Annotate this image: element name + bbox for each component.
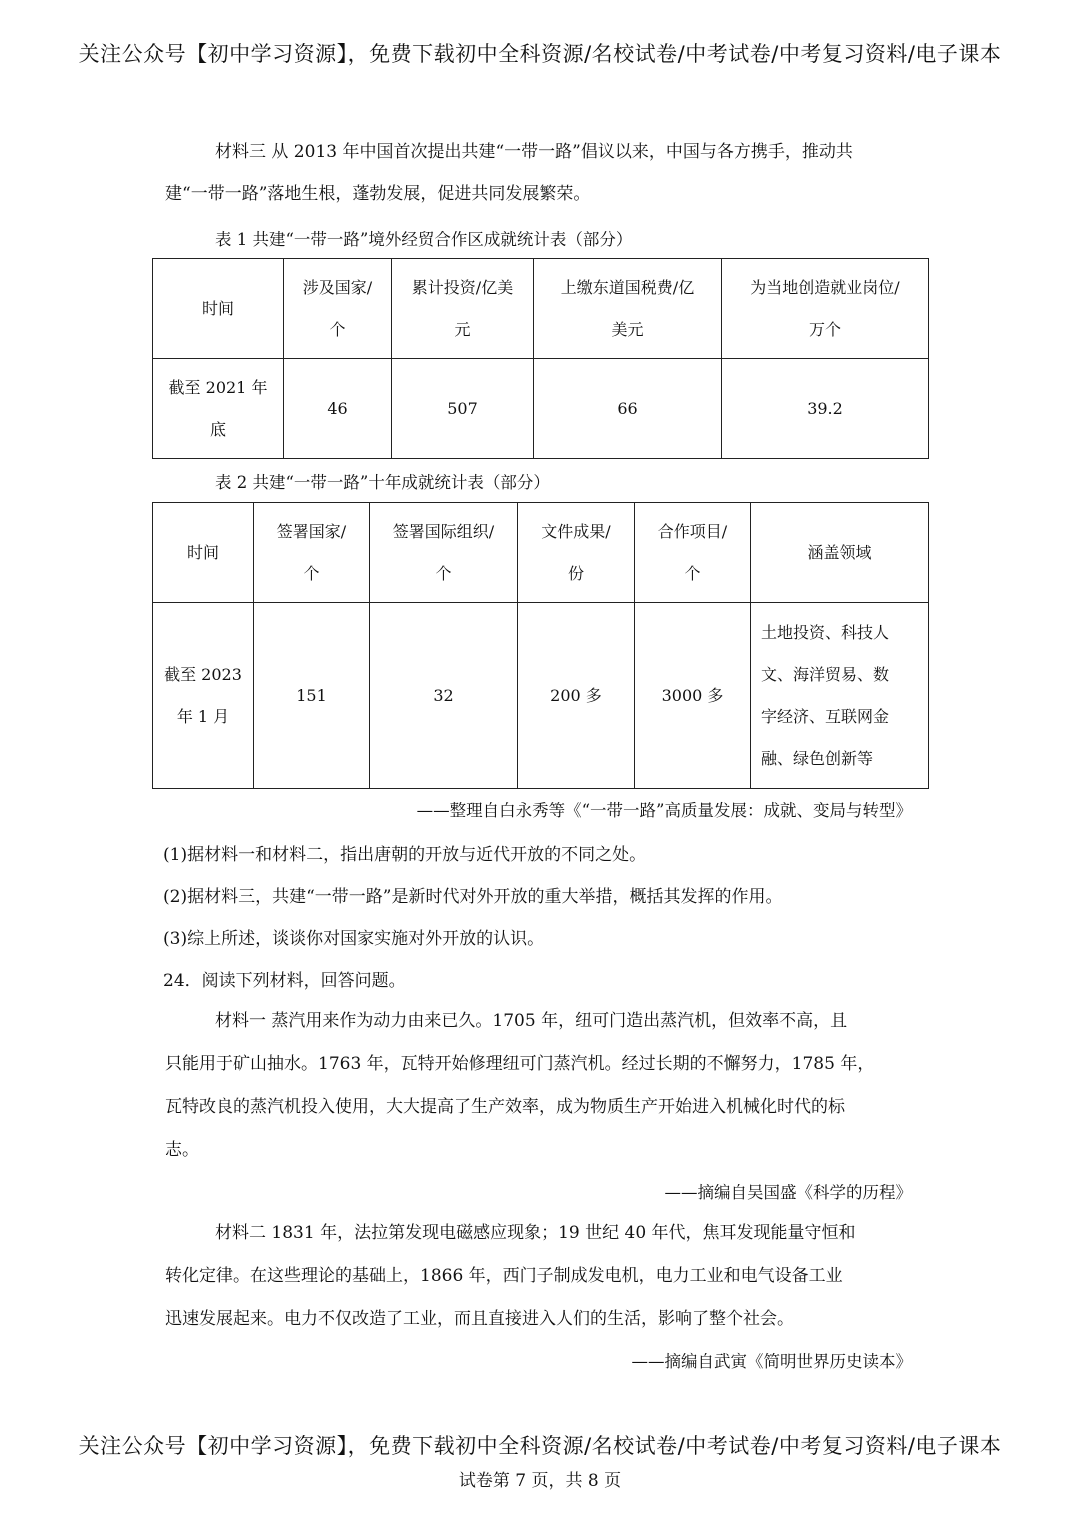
table1-row bbox=[153, 359, 929, 459]
question-2: (2)据材料三，共建“一带一路”是新时代对外开放的重大举措，概括其发挥的作用。 bbox=[163, 887, 783, 907]
question-1: (1)据材料一和材料二，指出唐朝的开放与近代开放的不同之处。 bbox=[163, 845, 647, 865]
table1-time-cell: 截至 2021 年 底 bbox=[153, 359, 284, 459]
table2-header-cell: 合作项目/ 个 bbox=[635, 503, 751, 603]
question-3: (3)综上所述，谈谈你对国家实施对外开放的认识。 bbox=[163, 929, 545, 949]
question-24-title: 24．阅读下列材料，回答问题。 bbox=[163, 971, 406, 991]
table2-cell: 200 多 bbox=[518, 603, 635, 789]
table2-header-cell: 时间 bbox=[153, 503, 254, 603]
table1-header-cell: 上缴东道国税费/亿 美元 bbox=[534, 259, 722, 359]
material1 bbox=[165, 1000, 925, 1172]
table1-cell: 46 bbox=[284, 359, 392, 459]
material3-line1: 材料三 从 2013 年中国首次提出共建“一带一路”倡议以来，中国与各方携手，推动共 bbox=[215, 142, 853, 162]
table1-header-cell: 累计投资/亿美 元 bbox=[392, 259, 534, 359]
material2-line: 转化定律。在这些理论的基础上，1866 年，西门子制成发电机，电力工业和电气设备工业 bbox=[165, 1266, 843, 1286]
table1-caption: 表 1 共建“一带一路”境外经贸合作区成就统计表（部分） bbox=[215, 230, 633, 249]
table1-cell: 39.2 bbox=[722, 359, 929, 459]
material1-line: 瓦特改良的蒸汽机投入使用，大大提高了生产效率，成为物质生产开始进入机械化时代的标 bbox=[165, 1097, 845, 1117]
table2-cell: 32 bbox=[370, 603, 518, 789]
table2-caption: 表 2 共建“一带一路”十年成就统计表（部分） bbox=[215, 473, 550, 492]
material2-source: ——摘编自武寅《简明世界历史读本》 bbox=[631, 1352, 912, 1371]
table2-cell: 151 bbox=[254, 603, 370, 789]
material3-line2: 建“一带一路”落地生根，蓬勃发展，促进共同发展繁荣。 bbox=[165, 184, 591, 204]
page-number: 试卷第 7 页，共 8 页 bbox=[458, 1471, 622, 1491]
table1-header-cell: 时间 bbox=[153, 259, 284, 359]
table1-header-cell: 涉及国家/ 个 bbox=[284, 259, 392, 359]
table2-cell: 3000 多 bbox=[635, 603, 751, 789]
material1-line: 材料一 蒸汽用来作为动力由来已久。1705 年，纽可门造出蒸汽机，但效率不高，且 bbox=[215, 1011, 848, 1031]
table2-header-cell: 文件成果/ 份 bbox=[518, 503, 635, 603]
table1-cell: 66 bbox=[534, 359, 722, 459]
material1-line: 志。 bbox=[165, 1140, 199, 1160]
material1-line: 只能用于矿山抽水。1763 年，瓦特开始修理纽可门蒸汽机。经过长期的不懈努力，1785 年， bbox=[165, 1054, 875, 1074]
table2-header-cell: 签署国际组织/ 个 bbox=[370, 503, 518, 603]
table1-header-row bbox=[153, 259, 929, 359]
table2-time-cell: 截至 2023 年 1 月 bbox=[153, 603, 254, 789]
table2 bbox=[152, 502, 929, 789]
material2-line: 材料二 1831 年，法拉第发现电磁感应现象；19 世纪 40 年代，焦耳发现能量守恒和 bbox=[215, 1223, 856, 1243]
table2-fields-cell: 土地投资、科技人 文、海洋贸易、数 字经济、互联网金 融、绿色创新等 bbox=[751, 603, 929, 789]
table1 bbox=[152, 258, 929, 459]
table1-header-cell: 为当地创造就业岗位/ 万个 bbox=[722, 259, 929, 359]
table1-cell: 507 bbox=[392, 359, 534, 459]
table2-header-row bbox=[153, 503, 929, 603]
material1-source: ——摘编自吴国盛《科学的历程》 bbox=[664, 1183, 912, 1202]
material3-source: ——整理自白永秀等《“一带一路”高质量发展：成就、变局与转型》 bbox=[416, 801, 912, 820]
top-banner: 关注公众号【初中学习资源】，免费下载初中全科资源/名校试卷/中考试卷/中考复习资料/电子课本 bbox=[78, 42, 1002, 66]
material2-line: 迅速发展起来。电力不仅改造了工业，而且直接进入人们的生活，影响了整个社会。 bbox=[165, 1309, 794, 1329]
bottom-banner: 关注公众号【初中学习资源】，免费下载初中全科资源/名校试卷/中考试卷/中考复习资料/电子课本 bbox=[78, 1434, 1002, 1458]
table2-header-cell: 签署国家/ 个 bbox=[254, 503, 370, 603]
material2 bbox=[165, 1212, 925, 1341]
table2-header-cell: 涵盖领域 bbox=[751, 503, 929, 603]
table2-row bbox=[153, 603, 929, 789]
